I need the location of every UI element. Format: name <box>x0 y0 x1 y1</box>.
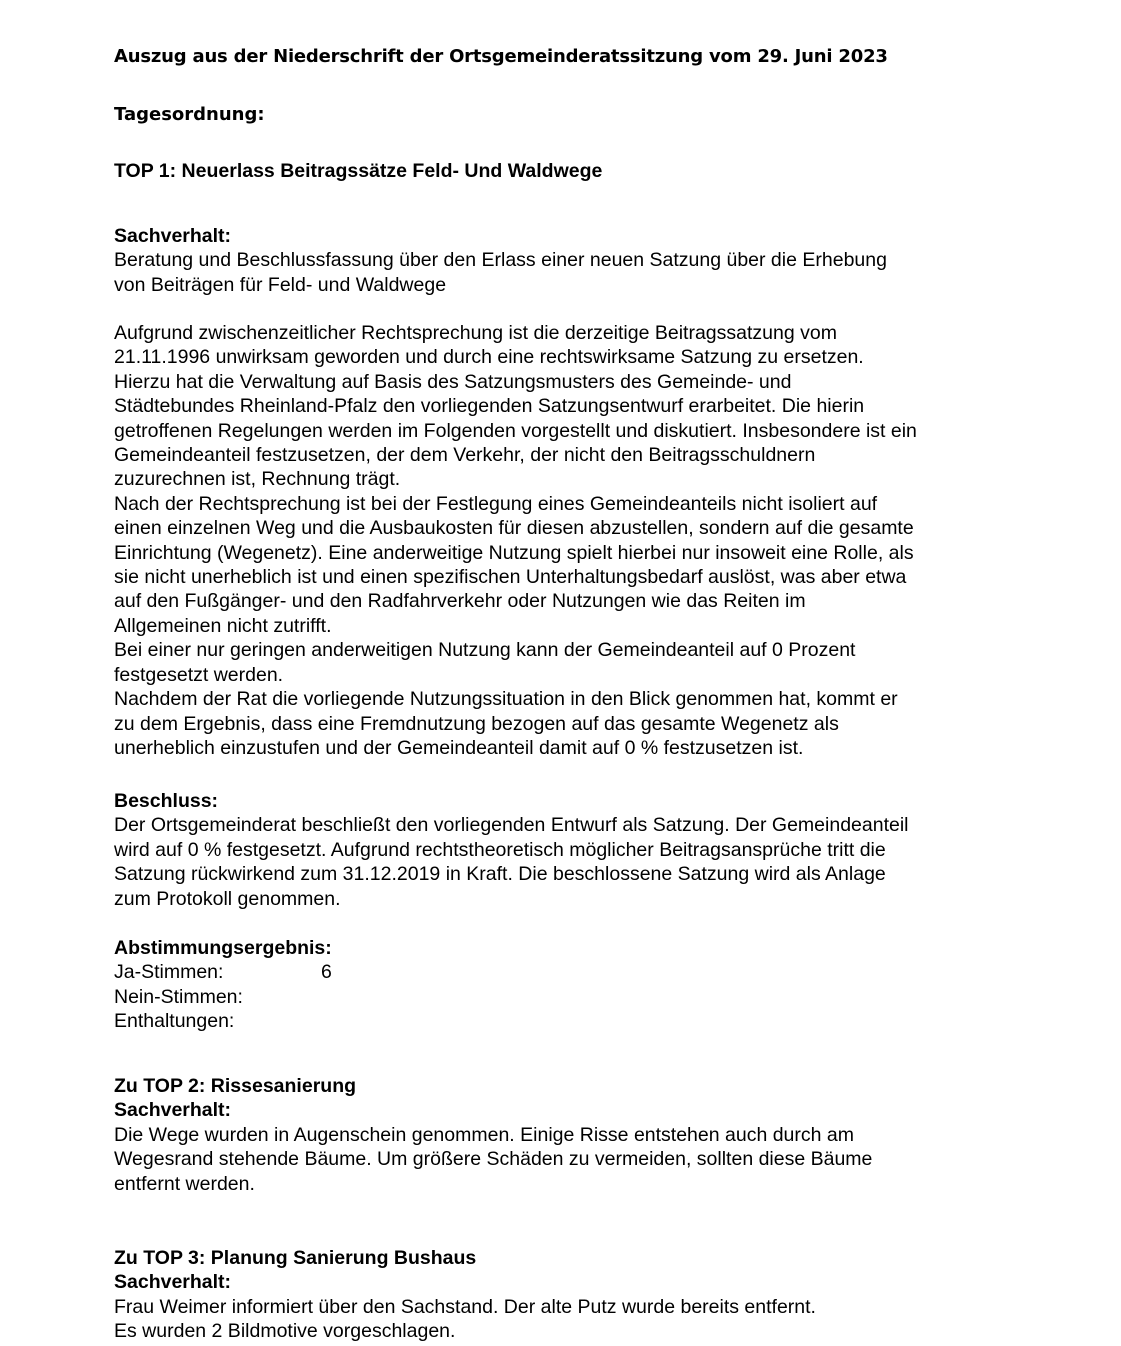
beschluss-line: Der Ortsgemeinderat beschließt den vorliegenden Entwurf als Satzung. Der Gemeindeanteil <box>114 814 909 837</box>
top2-line: entfernt werden. <box>114 1172 255 1195</box>
top1-body-line: einen einzelnen Weg und die Ausbaukosten für diesen abzustellen, sondern auf die gesamte <box>114 517 914 540</box>
top1-body <box>114 321 1014 760</box>
vote-row <box>114 960 1014 984</box>
top1-body-line: sie nicht unerheblich ist und einen spezifischen Unterhaltungsbedarf auslöst, was aber etwa <box>114 566 907 589</box>
top1-intro-line: Beratung und Beschlussfassung über den Erlass einer neuen Satzung über die Erhebung <box>114 249 887 272</box>
top1-body-line: Einrichtung (Wegenetz). Eine anderweitige Nutzung spielt hierbei nur insoweit eine Rolle, als <box>114 541 914 564</box>
top1-body-line: auf den Fußgänger- und den Radfahrverkehr oder Nutzungen wie das Reiten im <box>114 590 806 613</box>
top2-title: Zu TOP 2: Rissesanierung <box>114 1075 357 1097</box>
top1-body-line: Nachdem der Rat die vorliegende Nutzungssituation in den Blick genommen hat, kommt er <box>114 688 898 711</box>
top3-sachverhalt-heading: Sachverhalt: <box>114 1271 232 1294</box>
vote-row <box>114 985 1014 1009</box>
beschluss-line: zum Protokoll genommen. <box>114 887 341 910</box>
vote-row <box>114 1009 1014 1033</box>
top1-intro-line: von Beiträgen für Feld- und Waldwege <box>114 273 447 296</box>
top2-line: Die Wege wurden in Augenschein genommen. Einige Risse entstehen auch durch am <box>114 1123 855 1146</box>
top1-body-line: Allgemeinen nicht zutrifft. <box>114 614 332 637</box>
vote-value: 6 <box>321 961 332 984</box>
beschluss-line: Satzung rückwirkend zum 31.12.2019 in Kraft. Die beschlossene Satzung wird als Anlage <box>114 863 886 886</box>
top1-beschluss-section <box>114 789 1014 911</box>
top1-title: TOP 1: Neuerlass Beitragssätze Feld- Und Waldwege <box>114 160 603 182</box>
top1-body-line: Bei einer nur geringen anderweitigen Nutzung kann der Gemeindeanteil auf 0 Prozent <box>114 639 856 662</box>
top3-line: Frau Weimer informiert über den Sachstand. Der alte Putz wurde bereits entfernt. <box>114 1295 816 1318</box>
vote-label: Enthaltungen: <box>114 1010 235 1033</box>
top1-body-line: unerheblich einzustufen und der Gemeindeanteil damit auf 0 % festzusetzen ist. <box>114 736 804 759</box>
top2-section <box>114 1074 1014 1196</box>
top1-body-line: festgesetzt werden. <box>114 663 284 686</box>
top1-body-line: Nach der Rechtsprechung ist bei der Festlegung eines Gemeindeanteils nicht isoliert auf <box>114 492 878 515</box>
vote-section <box>114 936 1014 1034</box>
top1-body-line: Hierzu hat die Verwaltung auf Basis des Satzungsmusters des Gemeinde- und <box>114 370 792 393</box>
top3-section <box>114 1246 1014 1344</box>
top1-body-line: zuzurechnen ist, Rechnung trägt. <box>114 468 401 491</box>
top3-title: Zu TOP 3: Planung Sanierung Bushaus <box>114 1247 477 1269</box>
top1-body-line: Städtebundes Rheinland-Pfalz den vorliegenden Satzungsentwurf erarbeitet. Die hierin <box>114 395 865 418</box>
top1-body-line: zu dem Ergebnis, dass eine Fremdnutzung bezogen auf das gesamte Wegenetz als <box>114 712 839 735</box>
top1-body-line: Aufgrund zwischenzeitlicher Rechtsprechung ist die derzeitige Beitragssatzung vom <box>114 322 837 344</box>
vote-label: Ja-Stimmen: <box>114 961 224 984</box>
agenda-label: Tagesordnung: <box>114 104 265 125</box>
top1-sachverhalt-section <box>114 224 1014 297</box>
top2-sachverhalt-heading: Sachverhalt: <box>114 1099 232 1122</box>
document-title: Auszug aus der Niederschrift der Ortsgemeinderatssitzung vom 29. Juni 2023 <box>114 46 888 67</box>
top1-body-line: getroffenen Regelungen werden im Folgenden vorgestellt und diskutiert. Insbesondere ist ein <box>114 419 917 442</box>
beschluss-heading: Beschluss: <box>114 790 219 812</box>
top3-line: Es wurden 2 Bildmotive vorgeschlagen. <box>114 1320 456 1343</box>
top2-line: Wegesrand stehende Bäume. Um größere Schäden zu vermeiden, sollten diese Bäume <box>114 1148 873 1171</box>
vote-heading: Abstimmungsergebnis: <box>114 937 332 959</box>
top1-body-line: Gemeindeanteil festzusetzen, der dem Verkehr, der nicht den Beitragsschuldnern <box>114 444 816 467</box>
top1-sachverhalt-heading: Sachverhalt: <box>114 225 232 247</box>
top1-body-line: 21.11.1996 unwirksam geworden und durch eine rechtswirksame Satzung zu ersetzen. <box>114 346 864 369</box>
beschluss-line: wird auf 0 % festgesetzt. Aufgrund rechtstheoretisch möglicher Beitragsansprüche tritt die <box>114 838 886 861</box>
vote-label: Nein-Stimmen: <box>114 985 243 1008</box>
